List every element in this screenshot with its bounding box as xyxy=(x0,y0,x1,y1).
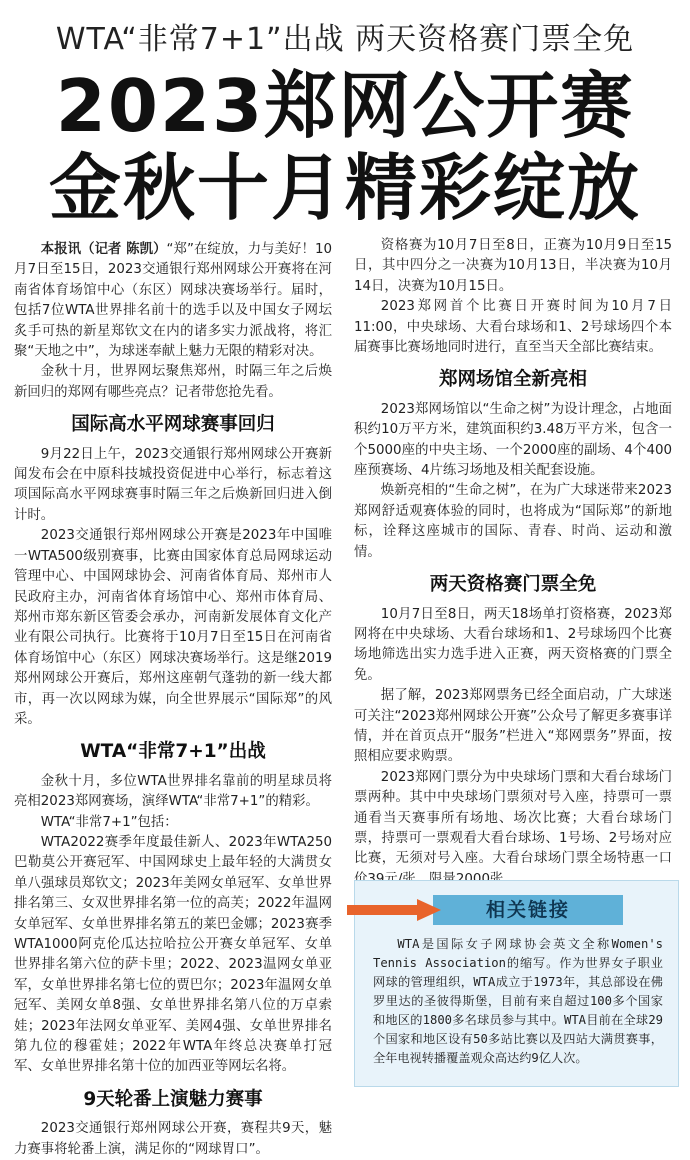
section-title-international: 国际高水平网球赛事回归 xyxy=(71,414,275,436)
section4-paragraph-2: 焕新亮相的“生命之树”，在为广大球迷带来2023郑网舒适观赛体验的同时，也将成为“国际郑”的新地标，诠释这座城市的国际、青春、时尚、运动和激情。 xyxy=(354,483,672,560)
section-title-venue: 郑网场馆全新亮相 xyxy=(438,369,587,391)
section1-paragraph-1: 9月22日上午，2023交通银行郑州网球公开赛新闻发布会在中原科技城投资促进中心举行，标志着这项国际高水平网球赛事时隔三年之后焕新回归进入倒计时。 xyxy=(14,446,332,523)
section3-paragraph-2: 资格赛为10月7日至8日，正赛为10月9日至15日，其中四分之一决赛为10月13日，半决赛为10月14日，决赛为10月15日。 xyxy=(354,238,672,294)
section5-paragraph-3: 2023郑网门票分为中央球场门票和大看台球场门票两种。其中中央球场门票须对号入座，持票可一票通看当天赛事所有场地、场次比赛；大看台球场门票，持票可一票观看大看台球场、1号场、2号场对应比赛，无须对号入座。大看台球场门票全场特惠一口 xyxy=(354,769,672,867)
section3-paragraph-1: 2023交通银行郑州网球公开赛，赛程共9天，魅力赛事将轮番上演，满足你的“网球胃口”。 xyxy=(14,1121,332,1157)
section-title-schedule: 9天轮番上演魅力赛事 xyxy=(83,1088,263,1110)
section-title-tickets: 两天资格赛门票全免 xyxy=(429,574,597,596)
section3-paragraph-3: 2023郑网首个比赛日开赛时间为10月7日11:00，中央球场、大看台球场和1、2号球场四个本届赛事比赛场地同时进行，直至当天全部比赛结束。 xyxy=(354,299,672,356)
section1-paragraph-2: 2023交通银行郑州网球公开赛是2023年中国唯一WTA500级别赛事，比赛由国家体育总局网球运动管理中心、中国网球协会、河南省体育局、郑州市人民政府主办，河南省体育场馆中心、郑州市体育局、郑州市郑东新区管委会承办，河南新发展体育文化产业有限公司执行。比赛将于10月7日至15日在河南省体育场馆中心（东区）网球决赛场举行。这是继2019郑州网球公开赛后，郑州这座朝气蓬勃的新一线大都市，再一次以网球为媒，向全世界展示“国际郑”的风采。 xyxy=(14,528,332,727)
section2-paragraph-2: WTA“非常7+1”包括： xyxy=(40,814,178,830)
section-title-wta: WTA“非常7+1”出战 xyxy=(80,741,266,763)
kicker-headline: WTA“非常7+1”出战 两天资格赛门票全免 xyxy=(55,22,635,57)
section4-paragraph-1: 2023郑网场馆以“生命之树”为设计理念，占地面积约10万平方米，建筑面积约3.48万平方米，包含一个5000座的中央主场、一个2000座的副场、4个400座预赛场、4片练习场地及相关配套设施。 xyxy=(354,401,672,479)
main-headline-line1: 2023郑网公开赛 xyxy=(55,64,635,148)
main-headline-line2: 金秋十月精彩绽放 xyxy=(48,146,641,230)
section5-paragraph-1: 10月7日至8日，两天18场单打资格赛，2023郑网将在中央球场、大看台球场和1、2号球场四个比赛场地筛选出实力选手进入正赛，两天资格赛的门票全免。 xyxy=(354,606,672,683)
section5-paragraph-2: 据了解，2023郑网票务已经全面启动，广大球迷可关注“2023郑州网球公开赛”公众号了解更多赛事详情，并在首页点开“服务”栏进入“郑网票务”界面，按照相应要求购票。 xyxy=(354,688,672,765)
byline: 本报讯（记者 陈凯） xyxy=(40,242,167,257)
intro-paragraph-1: 本报讯（记者 陈凯）“郑”在绽放，力与美好！10月7日至15日，2023交通银行郑州网球公开赛将在河南省体育场馆中心（东区）网球决赛场举行。届时，包括7位WTA世界排名前十的选手以及中国女子网坛炙手可热的新星郑钦文在内的诸多实力派战将，将汇聚“天地之中”，为球迷奉献上魅力无限的精彩对决。 xyxy=(14,242,332,360)
arrow-right-icon xyxy=(347,898,443,922)
related-links-title: 相关链接 xyxy=(485,899,570,921)
section2-paragraph-3: WTA2022赛季年度最佳新人、2023年WTA250巴勒莫公开赛冠军、中国网球史上最年轻的大满贯女单八强球员郑钦文；2023年美网女单冠军、女单世界排名第三、女双世界排名第一位的高芙；2022年温网女单冠军、女单世界排名第五的莱巴金娜；2023赛季WTA1000阿克伦瓜达拉哈拉公开赛女单冠军、女单世界排名第六位的萨卡里；2022、2023温网女单亚军，女单世界排名第七位的贾巴尔；2023年温网女单冠军、美网女单8强、女单世界排名第八位的万卓索娃；2023年法网女单亚军、美网4强、女单世界排名第九位的穆霍娃；2022年WTA年终总决赛单打冠军、女单世界排名第十位的加西亚等网坛名将。 xyxy=(14,834,332,1075)
right-column xyxy=(354,236,672,890)
intro-paragraph-2: 金秋十月，世界网坛聚焦郑州，时隔三年之后焕新回归的郑网有哪些亮点？记者带您抢先看。 xyxy=(14,364,332,400)
related-links-text: WTA是国际女子网球协会英文全称Women's Tennis Association的缩写。作为世界女子职业网球的管理组织，WTA成立于1973年，其总部设在佛罗里达的圣彼得斯堡，目前有来自超过100多个国家和地区的1800多名球员参与其中。WTA目前在全球29个国家和地区设有50多站比赛以及四站大满贯赛事，全年电视转播覆盖观众高达约9亿人次。 xyxy=(373,937,663,1065)
left-column xyxy=(14,240,332,1160)
related-links-box xyxy=(354,880,679,1087)
section2-paragraph-1: 金秋十月，多位WTA世界排名靠前的明星球员将亮相2023郑网赛场，演绎WTA“非常7+1”的精彩。 xyxy=(14,773,332,810)
related-links-header xyxy=(355,895,678,925)
